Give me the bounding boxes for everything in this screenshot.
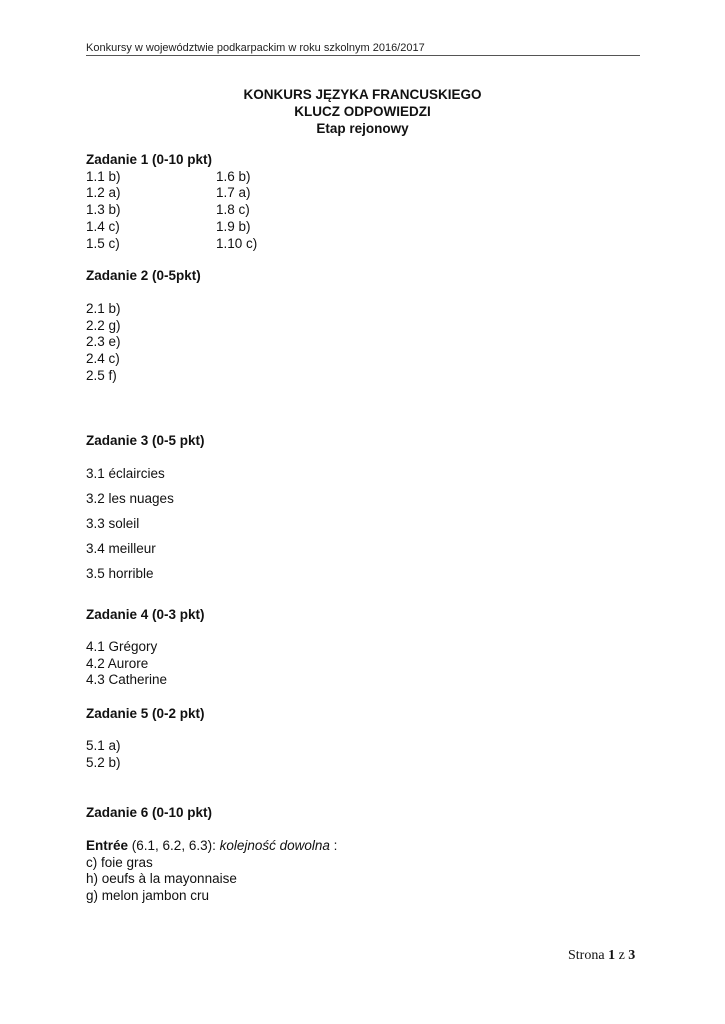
task-3-heading: Zadanie 3 (0-5 pkt) <box>86 433 205 448</box>
answer: 3.5 horrible <box>86 566 154 581</box>
footer-total: 3 <box>628 948 636 963</box>
task-3 <box>86 433 205 450</box>
answer: 1.4 c) <box>86 218 120 234</box>
task-5 <box>86 706 205 723</box>
answer: 5.1 a) <box>86 738 121 753</box>
entree-colon: : <box>329 838 338 853</box>
answer: 1.6 b) <box>216 168 251 184</box>
answer: 1.9 b) <box>216 218 251 234</box>
answer: 3.1 éclaircies <box>86 466 165 481</box>
task-4-heading: Zadanie 4 (0-3 pkt) <box>86 607 205 622</box>
answer: 2.4 c) <box>86 351 120 367</box>
answer: 4.2 Aurore <box>86 655 149 671</box>
answer: c) foie gras <box>86 854 153 870</box>
task-6-answers <box>86 838 337 905</box>
entree-label: Entrée <box>86 838 129 853</box>
page-footer <box>568 948 635 964</box>
title-line-3: Etap rejonowy <box>316 121 409 136</box>
answer: 1.10 c) <box>216 235 258 251</box>
answer: 3.2 les nuages <box>86 491 174 506</box>
answer: g) melon jambon cru <box>86 888 210 904</box>
task-5-heading: Zadanie 5 (0-2 pkt) <box>86 706 205 721</box>
task-2-answers <box>86 301 121 385</box>
task-1-heading: Zadanie 1 (0-10 pkt) <box>86 152 213 167</box>
entree-note: kolejność dowolna <box>219 838 330 853</box>
answer: 4.1 Grégory <box>86 639 158 654</box>
task-4-answers <box>86 639 167 689</box>
answer: 1.3 b) <box>86 202 121 218</box>
answer: 2.2 g) <box>86 317 121 333</box>
answer: 1.7 a) <box>216 185 251 201</box>
answer-row <box>86 219 257 236</box>
title-line-1: KONKURS JĘZYKA FRANCUSKIEGO <box>243 87 482 102</box>
title-block <box>0 86 725 137</box>
task-3-answers <box>86 466 174 591</box>
answer: 4.3 Catherine <box>86 672 168 688</box>
answer: 1.2 a) <box>86 185 121 201</box>
answer: 3.4 meilleur <box>86 541 156 556</box>
task-2-heading: Zadanie 2 (0-5pkt) <box>86 268 201 283</box>
task-5-answers <box>86 738 121 771</box>
entree-refs: (6.1, 6.2, 6.3): <box>128 838 220 853</box>
task-6-heading: Zadanie 6 (0-10 pkt) <box>86 805 213 820</box>
answer: h) oeufs à la mayonnaise <box>86 871 237 887</box>
answer-row <box>86 236 257 253</box>
title-line-2: KLUCZ ODPOWIEDZI <box>294 104 431 119</box>
answer: 5.2 b) <box>86 754 121 770</box>
task-4 <box>86 607 205 624</box>
footer-of: z <box>615 948 629 963</box>
answer: 3.3 soleil <box>86 516 140 531</box>
answer: 1.5 c) <box>86 235 120 251</box>
answer: 2.3 e) <box>86 334 121 350</box>
footer-prefix: Strona <box>568 948 609 963</box>
answer-row <box>86 202 257 219</box>
entree-line <box>86 838 337 855</box>
answer-row <box>86 185 257 202</box>
task-2 <box>86 268 201 285</box>
answer: 2.5 f) <box>86 367 117 383</box>
answer-row <box>86 169 257 186</box>
task-6 <box>86 805 212 822</box>
footer-page: 1 <box>608 948 616 963</box>
answer: 2.1 b) <box>86 301 121 316</box>
task-1 <box>86 152 257 252</box>
answer: 1.1 b) <box>86 168 121 184</box>
answer: 1.8 c) <box>216 202 250 218</box>
page-header: Konkursy w województwie podkarpackim w roku szkolnym 2016/2017 <box>86 42 640 56</box>
